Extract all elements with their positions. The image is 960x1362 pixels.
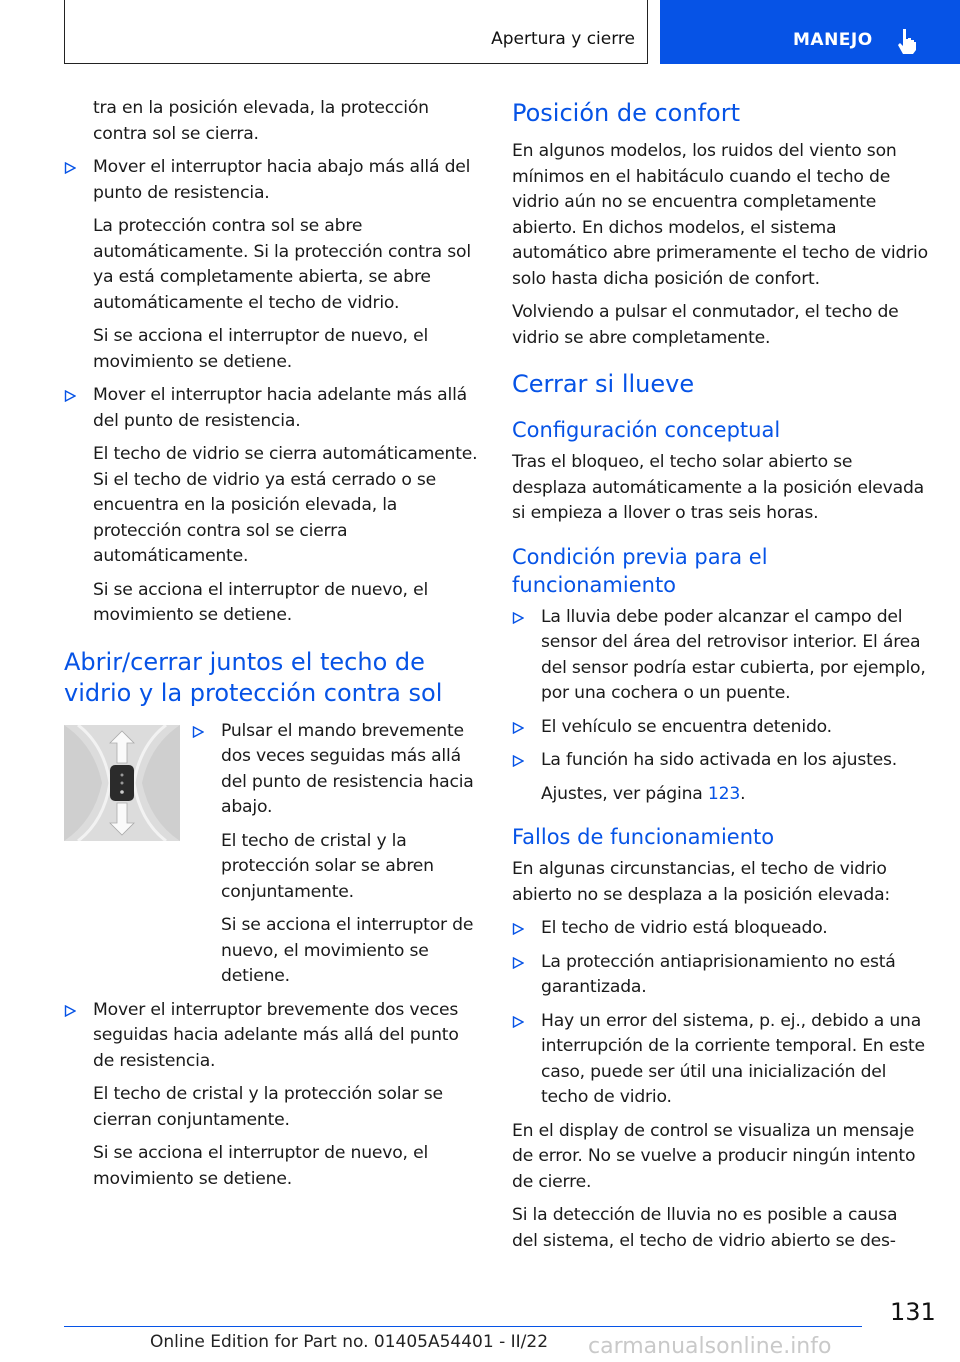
reference-text: Ajustes, ver página: [541, 783, 708, 804]
malfunction-paragraph: En el display de control se visualiza un mensaje de error. No se vuelve a producir ningún intento de cierre.: [512, 1120, 916, 1192]
page-link-123[interactable]: 123: [707, 783, 741, 804]
right-column: [512, 98, 928, 1262]
bullet-text: Mover el interruptor hacia abajo más allá del punto de resistencia.: [93, 157, 471, 203]
header-section-box: [64, 0, 648, 64]
header-section-title: Apertura y cierre: [491, 29, 635, 49]
bullet-paragraph: El techo de cristal y la protección solar se abren conjuntamente.: [221, 830, 434, 902]
bullet-text: Hay un error del sistema, p. ej., debido a una interrupción de la corriente temporal. En este caso, puede ser útil una inicialización del techo de vidrio.: [541, 1010, 925, 1107]
watermark: carmanualsonline.info: [588, 1334, 832, 1359]
bullet-text: El vehículo se encuentra detenido.: [541, 716, 832, 737]
triangle-bullet-icon: [64, 390, 76, 402]
intro-paragraph: tra en la posición elevada, la protección contra sol se cierra.: [93, 98, 429, 144]
page-number: 131: [890, 1298, 936, 1326]
settings-reference: [541, 782, 928, 808]
bullet-paragraph: Si se acciona el interruptor de nuevo, el movimiento se detiene.: [93, 1143, 429, 1189]
triangle-bullet-icon: [512, 722, 524, 734]
bullet-text: Mover el interruptor hacia adelante más allá del punto de resistencia.: [93, 385, 467, 431]
triangle-bullet-icon: [512, 957, 524, 969]
triangle-bullet-icon: [512, 755, 524, 767]
triangle-bullet-icon: [512, 1016, 524, 1028]
bullet-text: La función ha sido activada en los ajustes.: [541, 750, 898, 770]
switch-control-image: [64, 725, 180, 841]
malfunction-intro: En algunas circunstancias, el techo de vidrio abierto no se desplaza a la posición elevada:: [512, 859, 890, 905]
bullet-item: [64, 155, 484, 375]
comfort-paragraph: Volviendo a pulsar el conmutador, el techo de vidrio se abre completamente.: [512, 302, 899, 348]
comfort-heading: Posición de confort: [512, 99, 740, 127]
bullet-paragraph: Si se acciona el interruptor de nuevo, el movimiento se detiene.: [93, 326, 429, 372]
bullet-text: Mover el interruptor brevemente dos veces seguidas hacia adelante más allá del punto de resistencia.: [93, 999, 459, 1071]
bullet-paragraph: El techo de cristal y la protección solar se cierran conjuntamente.: [93, 1084, 443, 1130]
triangle-bullet-icon: [512, 612, 524, 624]
edition-text: Online Edition for Part no. 01405A54401 - II/22: [150, 1332, 549, 1352]
reference-suffix: .: [740, 783, 746, 804]
malfunction-paragraph: Si la detección de lluvia no es posible a causa del sistema, el techo de vidrio abierto se des-: [512, 1205, 898, 1251]
concept-heading: Configuración conceptual: [512, 418, 781, 442]
triangle-bullet-icon: [64, 1005, 76, 1017]
footer-divider: [64, 1326, 862, 1327]
bullet-paragraph: Si se acciona el interruptor de nuevo, el movimiento se detiene.: [93, 579, 429, 625]
rain-heading: Cerrar si llueve: [512, 370, 695, 398]
bullet-paragraph: La protección contra sol se abre automáticamente. Si la protección contra sol ya está completamente abierta, se abre automáticamente el techo de vidrio.: [93, 216, 471, 313]
bullet-text: El techo de vidrio está bloqueado.: [541, 918, 828, 938]
bullet-paragraph: Si se acciona el interruptor de nuevo, el movimiento se detiene.: [221, 915, 474, 986]
bullet-text: La protección antiaprisionamiento no está garantizada.: [541, 951, 896, 997]
malfunction-heading: Fallos de funcionamiento: [512, 825, 775, 849]
hand-pointer-icon: [896, 28, 918, 54]
header-chapter-tab[interactable]: [660, 0, 960, 64]
precondition-heading: Condición previa para el funcionamiento: [512, 544, 768, 597]
bullet-text: La lluvia debe poder alcanzar el campo del sensor del área del retrovisor interior. El área del sensor podría estar cubierta, por ejemplo, por una cochera o un puente.: [541, 606, 926, 703]
concept-paragraph: Tras el bloqueo, el techo solar abierto se desplaza automáticamente a la posición elevada si empieza a llover o tras seis horas.: [512, 452, 925, 523]
comfort-paragraph: En algunos modelos, los ruidos del viento son mínimos en el habitáculo cuando el techo de vidrio aún no se encuentra completamente abierto. En dichos modelos, el sistema automático abre primeramente el techo de vidrio solo hasta dicha posición de confort.: [512, 141, 928, 289]
bullet-item: [64, 383, 484, 629]
section-heading: Abrir/cerrar juntos el techo de vidrio y la protección contra sol: [64, 647, 443, 707]
bullet-text: Pulsar el mando brevemente dos veces seguidas más allá del punto de resistencia hacia abajo.: [221, 720, 474, 817]
triangle-bullet-icon: [192, 726, 204, 738]
figure-row: [64, 719, 484, 990]
triangle-bullet-icon: [512, 923, 524, 935]
left-column: [64, 96, 484, 1200]
header-chapter-label: MANEJO: [793, 30, 873, 50]
triangle-bullet-icon: [64, 162, 76, 174]
bullet-paragraph: El techo de vidrio se cierra automáticamente. Si el techo de vidrio ya está cerrado o se encuentra en la posición elevada, la protección contra sol se cierra automáticamente.: [93, 444, 478, 566]
bullet-item: [64, 998, 484, 1193]
